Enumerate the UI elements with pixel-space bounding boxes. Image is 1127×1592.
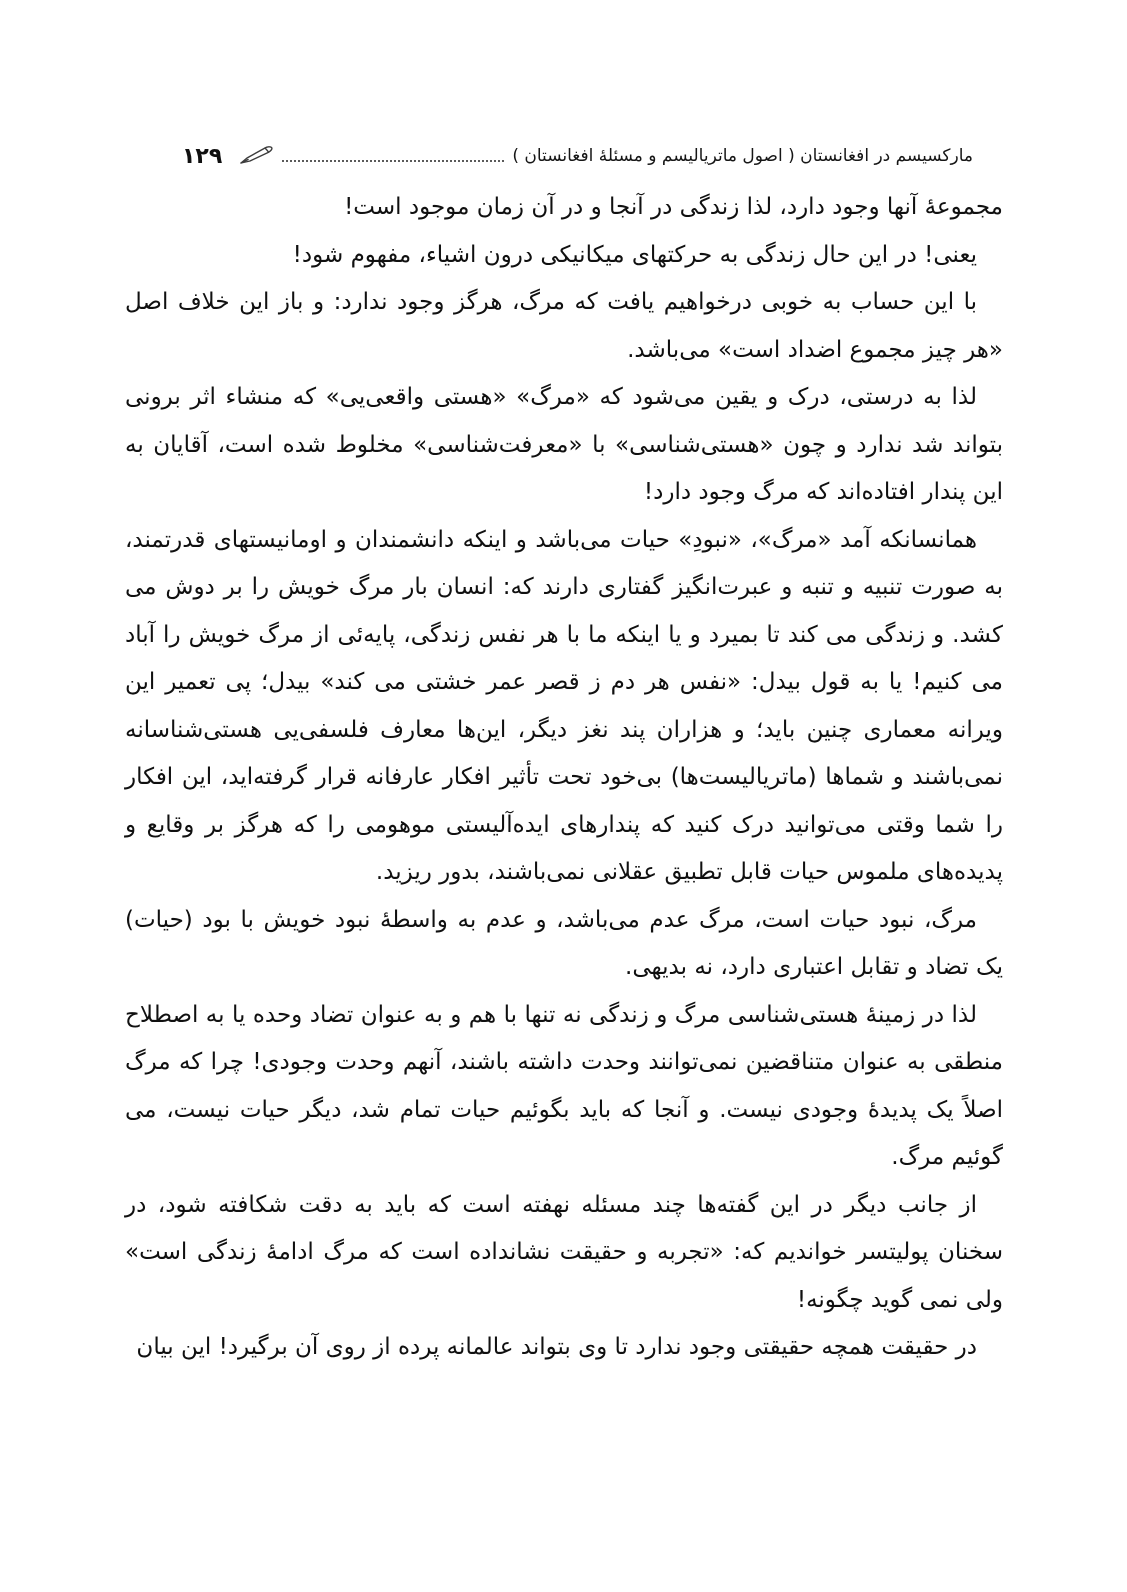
dotted-leader [282,160,504,162]
paragraph: همانسانکه آمد «مرگ»، «نبودِ» حیات می‌باشد و اینکه دانشمندان و اومانیستهای قدرتمند، به صورت تنبیه و تنبه و عبرت‌انگیز گفتاری دارند که: انسان بار مرگ خویش را بر دوش می کشد. و زندگی می کند تا بمیرد و یا اینکه ما با هر نفس زندگی، پایه‌ئی از مرگ خویش را آباد می کنیم! یا به قول بیدل: «نفس هر دم ز قصر عمر خشتی می کند» بیدل؛ پی تعمیر این ویرانه معماری چنین باید؛ و هزاران پند نغز دیگر، این‌ها معارف فلسفی‌یی هستی‌شناسانه نمی‌باشند و شماها (ماتریالیست‌ها) بی‌خود تحت تأثیر افکار عارفانه قرار گرفته‌اید، این افکار را شما وقتی می‌توانید درک کنید که پندارهای ایده‌آلیستی موهومی را که هرگز بر وقایع و پدیده‌های ملموس حیات قابل تطبیق عقلانی نمی‌باشند، بدور ریزید. [125,526,1003,885]
paragraph: با این حساب به خوبی درخواهیم یافت که مرگ، هرگز وجود ندارد: و باز این خلاف اصل «هر چیز مجموع اضداد است» می‌باشد. [125,289,1003,363]
paragraph: لذا به درستی، درک و یقین می‌شود که «مرگ» «هستی واقعی‌یی» که منشاء اثر برونی بتواند شد ندارد و چون «هستی‌شناسی» با «معرفت‌شناسی» مخلوط شده است، آقایان به این پندار افتاده‌اند که مرگ وجود دارد! [125,384,1003,505]
paragraph: مجموعهٔ آنها وجود دارد، لذا زندگی در آنجا و در آن زمان موجود است! [344,194,1003,220]
paragraph: یعنی! در این حال زندگی به حرکتهای میکانیکی درون اشیاء، مفهوم شود! [292,241,977,268]
paragraph: از جانب دیگر در این گفته‌ها چند مسئله نهفته است که باید به دقت شکافته شود، در سخنان پولیتسر خواندیم که: «تجربه و حقیقت نشانداده است که مرگ ادامهٔ زندگی است» ولی نمی گوید چگونه! [125,1191,1003,1313]
body-text [125,184,1003,1372]
page-header [182,138,1005,174]
page-number: ۱۲۹ [182,143,223,169]
running-title: مارکسیسم در افغانستان ( اصول ماتریالیسم و مسئلهٔ افغانستان ) [512,146,973,166]
pen-icon [238,142,274,166]
paragraph: مرگ، نبود حیات است، مرگ عدم می‌باشد، و عدم به واسطهٔ نبود خویش با بود (حیات) یک تضاد و تقابل اعتباری دارد، نه بدیهی. [125,906,1003,980]
paragraph: در حقیقت همچه حقیقتی وجود ندارد تا وی بتواند عالمانه پرده از روی آن برگیرد! این بیان [136,1334,977,1360]
paragraph: لذا در زمینهٔ هستی‌شناسی مرگ و زندگی نه تنها با هم و به عنوان تضاد وحده یا به اصطلاح منطقی به عنوان متناقضین نمی‌توانند وحدت داشته باشند، آنهم وحدت وجودی! چرا که مرگ اصلاً یک پدیدهٔ وجودی نیست. و آنجا که باید بگوئیم حیات تمام شد، دیگر حیات نیست، می گوئیم مرگ. [125,1001,1003,1170]
